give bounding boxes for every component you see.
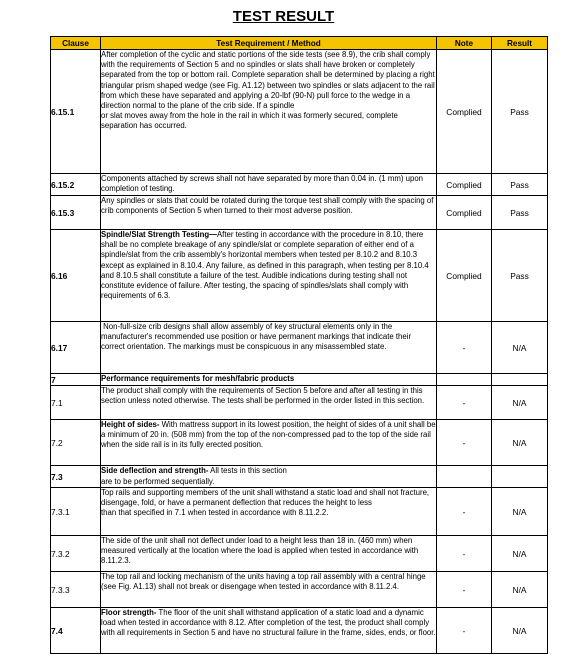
note-cell: - <box>437 420 492 466</box>
clause-cell: 7.1 <box>51 386 101 420</box>
requirement-cell: Non-full-size crib designs shall allow assembly of key structural elements only in the manufacturer's recommended use position or have permanent markings that indicate their correct orientation. The markings must be conspicuous in any misassembled state. <box>101 322 437 374</box>
result-cell <box>492 374 548 386</box>
clause-cell: 7.4 <box>51 608 101 654</box>
result-cell: N/A <box>492 420 548 466</box>
clause-cell: 6.17 <box>51 322 101 374</box>
clause-cell: 6.15.2 <box>51 174 101 196</box>
requirement-cell: Side deflection and strength- All tests in this section are to be performed sequentially. <box>101 466 437 488</box>
requirement-header: Test Requirement / Method <box>101 37 437 50</box>
note-cell: Complied <box>437 230 492 322</box>
note-cell <box>437 466 492 488</box>
table-row <box>51 174 548 196</box>
table-row <box>51 322 548 374</box>
result-cell: N/A <box>492 572 548 608</box>
result-cell: Pass <box>492 196 548 230</box>
result-cell: Pass <box>492 50 548 174</box>
result-cell: N/A <box>492 322 548 374</box>
result-cell: N/A <box>492 386 548 420</box>
clause-cell: 7 <box>51 374 101 386</box>
table-row <box>51 608 548 654</box>
result-cell <box>492 466 548 488</box>
table-row <box>51 374 548 386</box>
note-cell: - <box>437 536 492 572</box>
requirement-cell: Any spindles or slats that could be rotated during the torque test shall comply with the spacing of crib components of Section 5 when turned to their most adverse position. <box>101 196 437 230</box>
note-cell: Complied <box>437 174 492 196</box>
requirement-cell: Spindle/Slat Strength Testing—After testing in accordance with the procedure in 8.10, there shall be no complete breakage of any spindle/slat or complete separation of either end of a spindle/slat from the crib assembly's horizontal members when tested per 8.10.2 and 8.10.3 except as explained in 8.10.4. Any failure, as defined in this paragraph, when testing per 8.10.4 and 8.10.5 shall constitute a failure of the test. Audible indications during testing shall not constitute evidence of failure. After testing, the spacing of spindles/slats shall comply with requirements of 6.3. <box>101 230 437 322</box>
clause-cell: 6.16 <box>51 230 101 322</box>
table-row <box>51 466 548 488</box>
table-row <box>51 420 548 466</box>
requirement-lead: Spindle/Slat Strength Testing— <box>101 230 217 239</box>
requirement-cell: Height of sides- With mattress support in its lowest position, the height of sides of a unit shall be a minimum of 20 in. (508 mm) from the top of the non-compressed pad to the top of the side rail when the side rail is in its fully erected position. <box>101 420 437 466</box>
note-cell: Complied <box>437 50 492 174</box>
requirement-cell: The top rail and locking mechanism of the units having a top rail assembly with a central hinge (see Fig. A1.13) shall not break or disengage when tested in accordance with 8.11.2.4. <box>101 572 437 608</box>
clause-cell: 7.3.1 <box>51 488 101 536</box>
clause-cell: 7.3 <box>51 466 101 488</box>
result-cell: Pass <box>492 174 548 196</box>
requirement-cell: Floor strength- The floor of the unit shall withstand application of a static load and a dynamic load when tested in accordance with 8.12. After completion of the test, the product shall comply with all requirements in Section 5 and have no structural failure in the frame, sides, ends, or floor. <box>101 608 437 654</box>
requirement-cell: Components attached by screws shall not have separated by more than 0.04 in. (1 mm) upon completion of testing. <box>101 174 437 196</box>
header-row <box>51 37 548 50</box>
note-cell: - <box>437 608 492 654</box>
clause-cell: 7.3.3 <box>51 572 101 608</box>
requirement-cell: Top rails and supporting members of the unit shall withstand a static load and shall not fracture, disengage, fold, or have a permanent deflection that reduces the height to less than that specified in 7.1 when tested in accordance with 8.11.2.2. <box>101 488 437 536</box>
result-cell: Pass <box>492 230 548 322</box>
requirement-cell <box>101 374 437 386</box>
requirement-lead: Side deflection and strength- <box>101 466 209 476</box>
table-row <box>51 386 548 420</box>
clause-cell: 7.2 <box>51 420 101 466</box>
result-cell: N/A <box>492 536 548 572</box>
test-result-table <box>50 36 548 654</box>
clause-cell: 7.3.2 <box>51 536 101 572</box>
requirement-lead: Height of sides- <box>101 420 160 429</box>
result-header: Result <box>492 37 548 50</box>
note-cell: - <box>437 572 492 608</box>
note-header: Note <box>437 37 492 50</box>
table-row <box>51 196 548 230</box>
result-cell: N/A <box>492 608 548 654</box>
note-cell <box>437 374 492 386</box>
requirement-lead: Performance requirements for mesh/fabric products <box>101 374 295 384</box>
note-cell: - <box>437 322 492 374</box>
clause-cell: 6.15.3 <box>51 196 101 230</box>
note-cell: - <box>437 386 492 420</box>
note-cell: - <box>437 488 492 536</box>
clause-header: Clause <box>51 37 101 50</box>
page-title: TEST RESULT <box>232 8 335 25</box>
requirement-cell: The side of the unit shall not deflect under load to a height less than 18 in. (460 mm) when measured vertically at the location where the load is applied when tested in accordance with 8.11.2.3. <box>101 536 437 572</box>
table-row <box>51 536 548 572</box>
table-row <box>51 50 548 174</box>
requirement-lead: Floor strength- <box>101 608 157 617</box>
table-row <box>51 572 548 608</box>
clause-cell: 6.15.1 <box>51 50 101 174</box>
result-cell: N/A <box>492 488 548 536</box>
requirement-cell: The product shall comply with the requirements of Section 5 before and after all testing in this section unless noted otherwise. The tests shall be performed in the order listed in this section. <box>101 386 437 420</box>
requirement-cell: After completion of the cyclic and static portions of the side tests (see 8.9), the crib shall comply with the requirements of Section 5 and no spindles or slats shall have broken or completely separated from the top or bottom rail. Complete separation shall be determined by placing a right triangular prism shaped wedge (see Fig. A1.12) between two spindles or slats adjacent to the rail from which these have separated and applying a 20-lbf (90-N) pull force to the wedge in a direction normal to the plane of the crib side. If a spindle or slat moves away from the hole in the rail in which it was formerly secured, complete separation has occurred. <box>101 50 437 174</box>
note-cell: Complied <box>437 196 492 230</box>
table-row <box>51 230 548 322</box>
table-row <box>51 488 548 536</box>
